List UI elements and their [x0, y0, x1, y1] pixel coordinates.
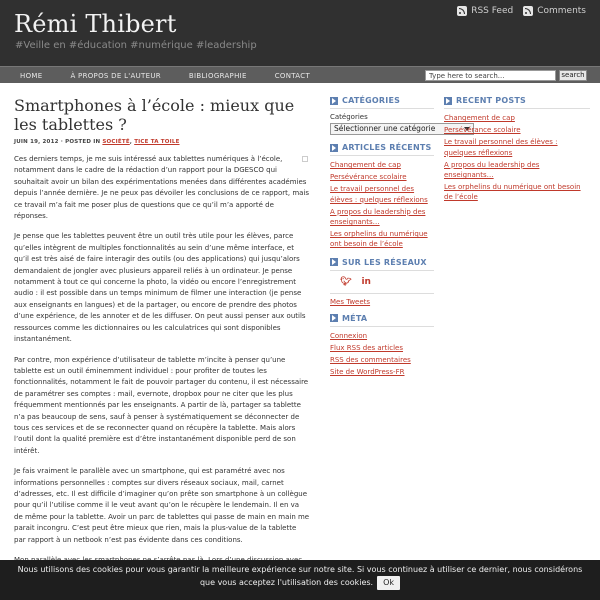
divider: [444, 108, 590, 109]
main-navigation: [0, 66, 600, 83]
widget-recent-posts: [444, 96, 590, 203]
rss-icon: [457, 6, 467, 16]
image-placeholder: [302, 156, 308, 162]
widget-title: [330, 258, 434, 267]
arrow-right-icon: [330, 314, 338, 322]
social-icons: [340, 277, 434, 287]
list-item[interactable]: Les orphelins du numérique ont besoin de l’école: [330, 230, 428, 249]
cookie-text: [0, 564, 600, 590]
list-item[interactable]: A propos du leadership des enseignants…: [330, 207, 426, 227]
nav-item-home[interactable]: HOME: [20, 71, 43, 80]
linkedin-icon[interactable]: in: [361, 276, 371, 287]
feed-links: [457, 6, 586, 16]
list-item[interactable]: Le travail personnel des élèves : quelques réflexions: [330, 185, 428, 204]
rss-icon: [523, 6, 533, 16]
widget-recent-articles: [330, 143, 434, 250]
search-input[interactable]: [425, 70, 556, 81]
site-header: [0, 0, 600, 66]
post-category-link[interactable]: SOCIÉTÉ: [102, 139, 130, 145]
list-item[interactable]: RSS des commentaires: [330, 356, 411, 365]
list-item[interactable]: Les orphelins du numérique ont besoin de l’école: [444, 183, 581, 202]
recent-posts-list: [444, 113, 590, 203]
list-item[interactable]: Persévérance scolaire: [444, 126, 521, 135]
comments-feed-link[interactable]: [523, 6, 586, 16]
search-button[interactable]: search: [559, 70, 587, 81]
widget-title: [330, 143, 434, 152]
post-category-link[interactable]: TICE TA TOILE: [134, 139, 180, 145]
nav-item-about[interactable]: À PROPOS DE L'AUTEUR: [70, 71, 161, 80]
rss-feed-label: RSS Feed: [471, 6, 514, 16]
widget-categories: [330, 96, 434, 135]
sidebar-left: [330, 96, 434, 385]
comments-feed-label: Comments: [537, 6, 586, 16]
post-meta: [14, 139, 310, 145]
list-item[interactable]: Persévérance scolaire: [330, 173, 407, 182]
nav-item-contact[interactable]: CONTACT: [274, 71, 311, 80]
cookie-message: Nous utilisons des cookies pour vous garantir la meilleure expérience sur notre site. Si vous continuez à utiliser ce dernier, nous considérons que vous acceptez l'utilisation des cookies.: [17, 565, 583, 587]
sidebar-right: [444, 96, 590, 211]
blog-post: [14, 96, 310, 575]
widget-title: [330, 96, 434, 105]
category-select-value: Sélectionner une catégorie: [334, 124, 436, 133]
meta-list: [330, 331, 434, 378]
nav-item-bibliography[interactable]: BIBLIOGRAPHIE: [188, 71, 247, 80]
post-title[interactable]: Smartphones à l’école : mieux que les tablettes ?: [14, 96, 295, 134]
post-paragraph: Je pense que les tablettes peuvent être un outil très utile pour les élèves, parce qu’elles intègrent de multiples fonctionnalités au sein d’une même interface, et qu’il est très aisé de faire interagir des outils (ou des applications) qui jusqu’alors demandaient de jongler avec plusieurs appareil reliés à un ordinateur. Je pense notamment à tout ce qui concerne la photo, la vidéo ou encore l’enregistrement audio : il est possible dans un temps minimum de filmer une interaction (je pense aux enseignants en langues) et de la partager, ou encore de prendre des photos d’une expérience, de les annoter et de les diffuser. On peut aussi penser aux outils ressources comme les dictionnaires ou les calculatrices qui sont disponibles instantanément.: [14, 232, 306, 344]
list-item[interactable]: A propos du leadership des enseignants…: [444, 160, 540, 180]
rss-feed-link[interactable]: [457, 6, 513, 16]
cookie-ok-button[interactable]: Ok: [377, 576, 400, 590]
list-item[interactable]: Changement de cap: [330, 161, 401, 169]
category-separator: ,: [129, 139, 135, 145]
post-paragraph: Par contre, mon expérience d’utilisateur de tablette m’incite à penser qu’une tablette est un outil éminemment individuel : pour profiter de toutes les fonctionnalités, notamment le fait de pouvoir partager du contenu, il est nécessaire de paramétrer ses comptes : mail, evernote, dropbox pour ne citer que les plus fréquemment mentionnés par les enseignants. A partir de là, partager sa tablette n’a pas beaucoup de sens, sauf à penser à systématiquement se déconnecter de tous ces services et de se reconnecter quand on récupère la tablette. Mais alors l’outil dont la qualité première est d’être instantanément disponible perd de son intérêt.: [14, 355, 309, 455]
arrow-right-icon: [330, 144, 338, 152]
divider: [330, 293, 434, 294]
post-paragraph: Ces derniers temps, je me suis intéressé aux tablettes numériques à l’école, notamment dans le cadre de la rédaction d’un rapport pour la DGESCO qui souhaitait avoir un bilan des expérimentations menées dans différentes académies depuis l’année dernière. Je ne peux pas dévoiler les conclusions de ce rapport, mais ce travail m’a fait me poser plus de questions que ce qu’il m’a apporté de réponses.: [14, 155, 310, 221]
list-item[interactable]: Changement de cap: [444, 114, 515, 122]
widget-title-text: SUR LES RÉSEAUX: [342, 257, 427, 267]
arrow-right-icon: [330, 258, 338, 266]
post-paragraph: Je fais vraiment le parallèle avec un smartphone, qui est paramétré avec nos informations personnelles : comptes sur divers réseaux sociaux, mail, carnet d’adresses, etc. Il est difficile d’imaginer qu’on prête son smartphone à un collègue pour qu’il l’utilise comme il le veut avant qu’on le récupère le lendemain. Il en va de même pour la tablette. Avoir un parc de tablettes qui passe de main en main me parait incongru. C’est peut être mieux que rien, mais la plus-value de la tablette par rapport à un netbook n’est pas évidente dans ces conditions.: [14, 467, 310, 544]
divider: [330, 155, 434, 156]
widget-title-text: ARTICLES RÉCENTS: [342, 143, 432, 152]
arrow-right-icon: [444, 97, 452, 105]
twitter-icon[interactable]: 🐦︎: [340, 276, 352, 287]
divider: [330, 270, 434, 271]
widget-title-text: RECENT POSTS: [456, 96, 526, 105]
post-body: [14, 154, 310, 566]
list-item[interactable]: Flux RSS des articles: [330, 343, 403, 352]
list-item[interactable]: Connexion: [330, 331, 368, 340]
list-item[interactable]: Site de WordPress-FR: [330, 368, 405, 377]
site-title[interactable]: Rémi Thibert: [14, 10, 177, 38]
post-date: JUIN 19, 2012 · POSTED IN: [14, 139, 103, 145]
widget-title: [444, 96, 590, 105]
categories-label: Catégories: [330, 113, 368, 121]
recent-articles-list: [330, 160, 434, 250]
widget-title-text: MÉTA: [342, 313, 368, 323]
site-tagline: #Veille en #éducation #numérique #leadership: [15, 40, 257, 51]
nav-menu: [6, 67, 324, 84]
list-item[interactable]: Le travail personnel des élèves : quelques réflexions: [444, 138, 558, 157]
widget-title-text: CATÉGORIES: [342, 96, 401, 105]
arrow-right-icon: [330, 97, 338, 105]
widget-social: [330, 258, 434, 306]
mes-tweets-link[interactable]: Mes Tweets: [330, 297, 371, 306]
widget-meta: [330, 314, 434, 378]
widget-title: [330, 314, 434, 323]
divider: [330, 326, 434, 327]
divider: [330, 108, 434, 109]
cookie-banner: [0, 560, 600, 600]
